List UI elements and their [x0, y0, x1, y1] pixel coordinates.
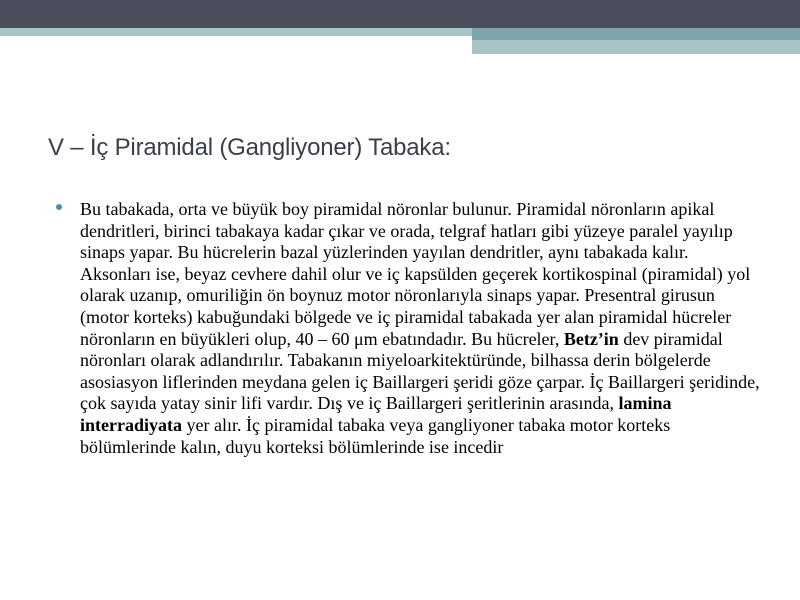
header-teal-stripe-left [0, 28, 472, 36]
paragraph-text-3: yer alır. İç piramidal tabaka veya gangliyoner tabaka motor korteks bölümlerinde kalın, duyu korteksi bölümlerinde ise incedir [80, 414, 671, 457]
slide-title: V – İç Piramidal (Gangliyoner) Tabaka: [48, 134, 451, 161]
header-dark-band [0, 0, 800, 28]
header-teal-stripe-right [472, 28, 800, 40]
paragraph-text-2: dev piramidal nöronları olarak adlandırılır. Tabakanın miyeloarkitektüründe, bilhassa derin bölgelerde asosiasyon liflerinden meydana gelen iç Baillargeri şeridi göze çarpar. İç Baillargeri şeridinde, çok sayıda yatay sinir lifi vardır. Dış ve iç Baillargeri şeritlerinin arasında, [80, 328, 760, 414]
bullet-icon [56, 204, 62, 210]
header-teal-stripe-right-light [472, 40, 800, 54]
paragraph-text-1: Bu tabakada, orta ve büyük boy piramidal nöronlar bulunur. Piramidal nöronların apikal dendritleri, birinci tabakaya kadar çıkar ve orada, telgraf hatları gibi yüzeye paralel yayılıp sinaps yapar. Bu hücrelerin bazal yüzlerinden yayılan dendritler, aynı tabakada kalır. Aksonları ise, beyaz cevhere dahil olur ve iç kapsülden geçerek kortikospinal (piramidal) yol olarak uzanıp, omuriliğin ön boynuz motor nöronlarıyla sinaps yapar. Presentral girusun (motor korteks) kabuğundaki bölgede ve iç piramidal tabakada yer alan piramidal hücreler nöronların en büyükleri olup, 40 – 60 μm ebatındadır. Bu hücreler, [80, 199, 751, 349]
paragraph-bold-term-lamina: lamina interradiyata [80, 393, 672, 435]
paragraph-bold-term-betz: Betz’in [563, 328, 619, 349]
slide-body-paragraph [80, 199, 760, 458]
